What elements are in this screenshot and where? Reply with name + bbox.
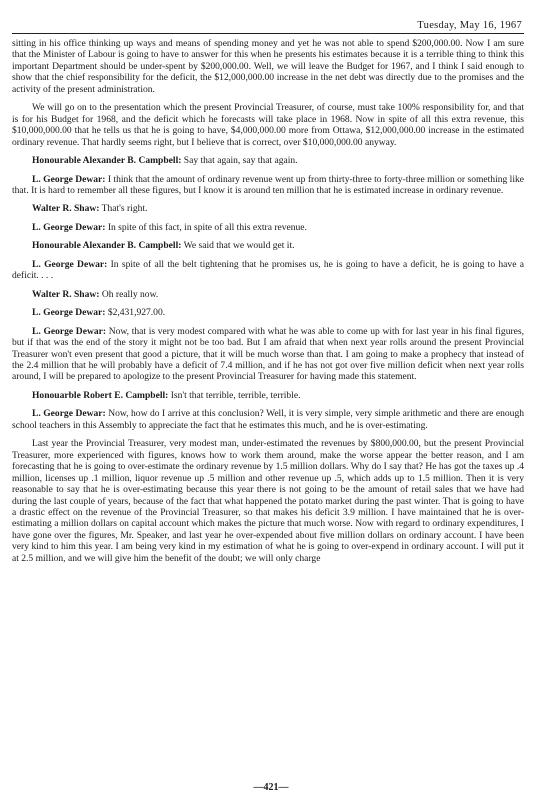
speech-paragraph bbox=[12, 307, 524, 318]
running-header-date: Tuesday, May 16, 1967 bbox=[417, 20, 522, 31]
speech-paragraph bbox=[12, 222, 524, 233]
page-number: —421— bbox=[253, 782, 289, 793]
speaker-name: L. George Dewar: bbox=[32, 258, 108, 270]
speech-text: I think that the amount of ordinary revenue went up from thirty-three to forty-three million or something like that. It is hard to remember all these figures, but I know it is around ten million that he is estimated increase in ordinary revenue. bbox=[12, 173, 524, 196]
body-paragraph: We will go on to the presentation which the present Provincial Treasurer, of course, must take 100% responsibility for, and that is for his Budget for 1968, and the deficit which he forecasts will take place in 1968. Now in spite of all this extra revenue, this $10,000,000.00 that he tells us that he is going to have, $4,000,000.00 more from Ottawa, $12,000,000.00 increase in the estimated ordinary revenue. That hardly seems right, but I believe that is correct, over $10,000,000.00 anyway. bbox=[12, 102, 524, 148]
speech-paragraph bbox=[12, 326, 524, 383]
page-body bbox=[12, 38, 524, 564]
speech-text: Oh really now. bbox=[101, 288, 159, 300]
body-paragraph: Last year the Provincial Treasurer, very modest man, under-estimated the revenues by $800,000.00, but the present Provincial Treasurer, more experienced with figures, knows how to work them around, make the worse appear the better reason, and I am forecasting that he is going to over-estimate the ordinary revenue by 1.5 million dollars. Why do I say that? He has got the taxes up .4 million, licenses up .1 million, liquor revenue up .5 million and other revenue up .5, which adds up to 1.5 million. Then it is very reasonable to say that he is over-estimating because this year there is not going to be the amount of retail sales that we have had during the last couple of years, because of the fact that what happened the potato market during the past winter. That is going to have a drastic effect on the revenue of the Provincial Treasurer, so that makes his deficit 3.9 million. I have maintained that he is over-estimating a million dollars on capital account which makes the picture that much worse. Now with regard to ordinary expenditures, I have gone over the figures, Mr. Speaker, and last year he over-expended about five million dollars on ordinary account. I have been very kind to him this year. I am being very kind in my estimation of what he is going to over-expend in ordinary account. I will put it at 2.5 million, and we will give him the benefit of the doubt; we will only charge bbox=[12, 438, 524, 564]
speech-text: We said that we would get it. bbox=[183, 240, 295, 252]
speaker-name: L. George Dewar: bbox=[32, 307, 106, 319]
header-rule bbox=[12, 33, 524, 34]
speaker-name: Honourable Alexander B. Campbell: bbox=[32, 240, 182, 252]
speech-paragraph bbox=[12, 155, 524, 166]
speaker-name: L. George Dewar: bbox=[32, 325, 107, 337]
speech-text: Isn't that terrible, terrible, terrible. bbox=[170, 389, 301, 401]
speaker-name: Walter R. Shaw: bbox=[32, 203, 100, 215]
body-paragraph: sitting in his office thinking up ways and means of spending money and yet he was not able to spend $200,000.00. Now I am sure that the Minister of Labour is going to have to answer for this when he presents his estimates because it is a terrible thing to think this important Department should be under-spent by $200,000.00. Well, we will leave the Budget for 1967, and I think I said enough to show that the chief responsibility for the deficit, the $12,000,000.00 increase in the net debt was directly due to the promises and the activity of the present administration. bbox=[12, 38, 524, 95]
speech-paragraph bbox=[12, 240, 524, 251]
speaker-name: L. George Dewar: bbox=[32, 173, 106, 185]
speech-text: In spite of this fact, in spite of all this extra revenue. bbox=[107, 221, 307, 233]
speech-paragraph bbox=[12, 390, 524, 401]
speaker-name: Honouarble Robert E. Campbell: bbox=[32, 389, 169, 401]
speech-text: That's right. bbox=[101, 203, 148, 215]
speech-text: In spite of all the belt tightening that he promises us, he is going to have a deficit, he is going to have a deficit. . . . bbox=[12, 258, 524, 282]
speech-paragraph bbox=[12, 259, 524, 282]
speech-text: Say that again, say that again. bbox=[183, 155, 298, 167]
speech-text: Now, that is very modest compared with what he was able to come up with for last year in his final figures, but if that was the end of the story it might not be too bad. But I am afraid that when next year rolls around the present Provincial Treasurer won't even present that good a picture, that it will be much worse than that. I am going to make a prophecy that instead of the 2.4 million that he will probably have a deficit of 7.4 million, and if he has not got over five million deficit when next year rolls around, I will be prepared to apologize to the present Provincial Treasurer for having made this statement. bbox=[12, 325, 524, 383]
speaker-name: Walter R. Shaw: bbox=[32, 288, 100, 300]
speech-text: Now, how do I arrive at this conclusion? Well, it is very simple, very simple arithmetic and there are enough school teachers in this Assembly to appreciate the fact that he estimates this much, and he is over-estimating. bbox=[12, 408, 524, 431]
speaker-name: Honourable Alexander B. Campbell: bbox=[32, 155, 182, 167]
speaker-name: L. George Dewar: bbox=[32, 408, 106, 420]
speech-paragraph bbox=[12, 408, 524, 431]
speech-text: $2,431,927.00. bbox=[107, 307, 166, 319]
speech-paragraph bbox=[12, 174, 524, 197]
speech-paragraph bbox=[12, 289, 524, 300]
speech-paragraph bbox=[12, 203, 524, 214]
speaker-name: L. George Dewar: bbox=[32, 221, 106, 233]
